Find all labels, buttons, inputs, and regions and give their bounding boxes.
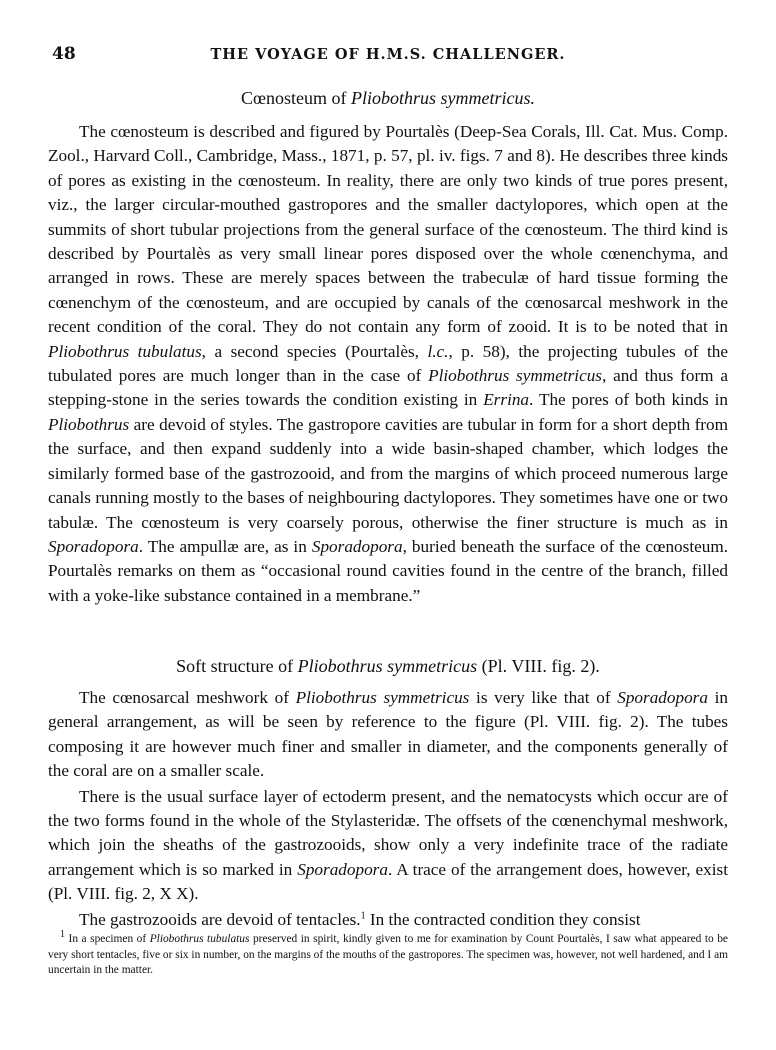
paragraph: The cœnosarcal meshwork of Pliobothrus symmetricus is very like that of Sporadopora in general arrangement, as will be seen by reference to the figure (Pl. VIII. fig. 2). The tubes composing it are however much finer and smaller in diameter, and the components generally of the coral are on a smaller scale. xyxy=(48,688,729,781)
footnote-marker: 1 xyxy=(360,909,366,921)
section-heading-coenosteum: Cœnosteum of Pliobothrus symmetricus. xyxy=(241,88,535,108)
running-title: THE VOYAGE OF H.M.S. CHALLENGER. xyxy=(210,46,566,63)
section-body-soft-structure xyxy=(48,686,728,932)
paragraph: The gastrozooids are devoid of tentacles.$^1$ In the contracted condition they consist xyxy=(79,909,641,929)
footnote-text: $^1$ In a specimen of Pliobothrus tubulatus preserved in spirit, kindly given to me for examination by Count Pourtalès, I saw what appeared to be very short tentacles, five or six in number, on the margins of the mouths of the gastropores. The specimen was, however, not well hardened, and I am uncertain in the matter. xyxy=(48,929,728,976)
section-heading-soft-structure: Soft structure of Pliobothrus symmetricus (Pl. VIII. fig. 2). xyxy=(176,656,600,676)
section-body-coenosteum xyxy=(48,120,728,608)
page-header xyxy=(52,44,724,68)
page-number: 48 xyxy=(52,44,76,64)
paragraph: The cœnosteum is described and figured by Pourtalès (Deep-Sea Corals, Ill. Cat. Mus. Comp. Zool., Harvard Coll., Cambridge, Mass., 1871, p. 57, pl. iv. figs. 7 and 8). He describes three kinds of pores as existing in the cœnosteum. In reality, there are only two kinds of true pores present, viz., the larger circular-mouthed gastropores and the smaller dactylopores, which open at the summits of short tubular projections from the general surface of the cœnosteum. The third kind is described by Pourtalès as very small linear pores disposed over the whole cœnenchyma, and arranged in rows. These are merely spaces between the trabeculæ of hard tissue forming the cœnenchym of the cœnosteum, and are occupied by canals of the cœnosarcal meshwork in the recent condition of the coral. They do not contain any form of zooid. It is to be noted that in Pliobothrus tubulatus, a second species (Pourtalès, l.c., p. 58), the projecting tubules of the tubulated pores are much longer than in the case of Pliobothrus symmetricus, and thus form a stepping-stone in the series towards the condition existing in Errina. The pores of both kinds in Pliobothrus are devoid of styles. The gastropore cavities are tubular in form for a short depth from the surface, and then expand suddenly into a wide basin-shaped chamber, which lodges the similarly formed base of the gastrozooid, and from the margins of which proceed numerous large canals running mostly to the bases of neighbouring dactylopores. They sometimes have one or two tabulæ. The cœnosteum is very coarsely porous, otherwise the finer structure is much as in Sporadopora. The ampullæ are, as in Sporadopora, buried beneath the surface of the cœnosteum. Pourtalès remarks on them as “occasional round cavities found in the centre of the branch, filled with a yoke-like substance contained in a membrane.” xyxy=(48,122,728,605)
footnote xyxy=(48,929,728,979)
paragraph: There is the usual surface layer of ectoderm present, and the nematocysts which occur are of the two forms found in the whole of the Stylasteridæ. The offsets of the cœnenchymal meshwork, which join the sheaths of the gastrozooids, show only a very indefinite trace of the radiate arrangement which is so marked in Sporadopora. A trace of the arrangement does, however, exist (Pl. VIII. fig. 2, X X). xyxy=(48,786,728,904)
